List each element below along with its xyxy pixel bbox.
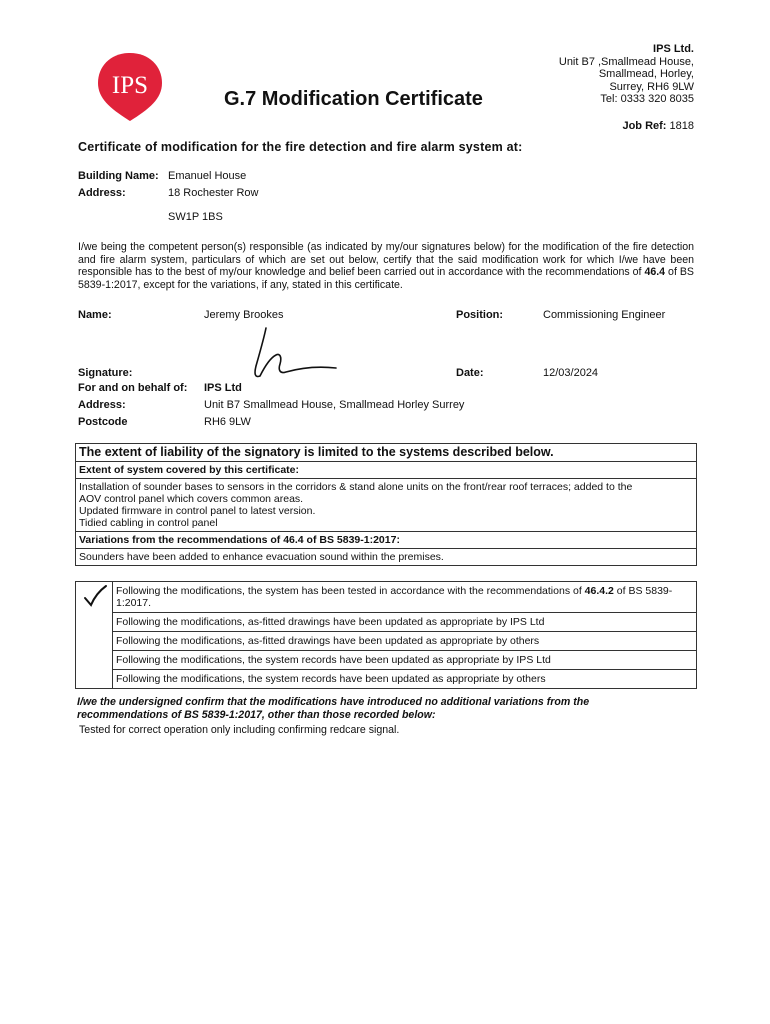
checklist-rows xyxy=(113,582,696,688)
system-line: Tidied cabling in control panel xyxy=(79,517,218,529)
site-address-label: Address: xyxy=(78,187,126,199)
behalf-value: IPS Ltd xyxy=(204,382,242,394)
site-address-line2: SW1P 1BS xyxy=(168,211,223,223)
checkmark-icon xyxy=(82,584,108,610)
extent-box xyxy=(75,443,697,566)
company-address-line: Smallmead, Horley, xyxy=(598,68,694,81)
date-value: 12/03/2024 xyxy=(543,367,599,379)
building-name-value: Emanuel House xyxy=(168,170,247,182)
variations-label: Variations from the recommendations of 46.4 of BS 5839-1:2017: xyxy=(76,532,696,549)
declaration-paragraph xyxy=(78,241,694,291)
signatory-address-label: Address: xyxy=(78,399,126,411)
name-label: Name: xyxy=(78,309,112,321)
checklist-item: Following the modifications, as-fitted drawings have been updated as appropriate by IPS Ltd xyxy=(113,613,696,632)
declaration-text-end: of BS 5839-1:2017, except for the variations, if any, stated in this certificate. xyxy=(78,266,694,291)
signature-label: Signature: xyxy=(78,367,133,379)
confirmation-statement xyxy=(77,696,697,722)
checklist-text-end: of BS 5839-1:2017. xyxy=(116,585,673,609)
system-line: Updated firmware in control panel to latest version. xyxy=(79,505,316,517)
checklist-tick-column xyxy=(76,582,113,688)
declaration-text: I/we being the competent person(s) responsible (as indicated by my/our signatures below) for the modification of the fire detection and fire alarm system, particulars of which are set out below, certify that the said modification work for which I/we have been responsible has to the best of my/our knowledge and belief been carried out in accordance with the recommendations of xyxy=(78,241,694,279)
building-name-label: Building Name: xyxy=(78,170,159,182)
company-tel: Tel: 0333 320 8035 xyxy=(600,93,694,106)
behalf-label: For and on behalf of: xyxy=(78,382,188,394)
job-ref-value: 1818 xyxy=(669,120,694,132)
checklist-item: Following the modifications, as-fitted drawings have been updated as appropriate by others xyxy=(113,632,696,651)
confirmation-line: recommendations of BS 5839-1:2017, other than those recorded below: xyxy=(77,709,436,721)
job-ref xyxy=(622,120,694,132)
job-ref-label: Job Ref: xyxy=(622,120,667,132)
confirmation-line: I/we the undersigned confirm that the modifications have introduced no additional variations from the xyxy=(77,696,590,708)
extent-heading: The extent of liability of the signatory is limited to the systems described below. xyxy=(76,444,696,462)
company-name: IPS Ltd. xyxy=(653,43,694,55)
system-covered-value xyxy=(76,479,696,532)
system-line: AOV control panel which covers common areas. xyxy=(79,493,304,505)
system-line: Installation of sounder bases to sensors in the corridors & stand alone units on the front/rear roof terraces; added to the xyxy=(79,481,633,493)
confirmation-note: Tested for correct operation only including confirming redcare signal. xyxy=(79,724,400,736)
certificate-heading: Certificate of modification for the fire detection and fire alarm system at: xyxy=(78,140,523,154)
site-address-line1: 18 Rochester Row xyxy=(168,187,259,199)
date-label: Date: xyxy=(456,367,484,379)
checklist-clause: 46.4.2 xyxy=(584,585,614,597)
company-block xyxy=(559,43,694,106)
company-address-line: Surrey, RH6 9LW xyxy=(609,80,694,93)
position-label: Position: xyxy=(456,309,504,321)
checklist-item: Following the modifications, the system records have been updated as appropriate by others xyxy=(116,673,546,685)
checklist-box xyxy=(75,581,697,689)
postcode-value: RH6 9LW xyxy=(204,416,251,428)
checklist-item xyxy=(113,582,696,613)
name-value: Jeremy Brookes xyxy=(204,309,284,321)
system-covered-label: Extent of system covered by this certificate: xyxy=(76,462,696,479)
signatory-address-value: Unit B7 Smallmead House, Smallmead Horley Surrey xyxy=(204,399,465,411)
position-value: Commissioning Engineer xyxy=(543,309,666,321)
ips-logo xyxy=(95,51,165,123)
postcode-label: Postcode xyxy=(78,416,128,428)
company-address-line: Unit B7 ,Smallmead House, xyxy=(558,55,694,68)
signature-image xyxy=(200,322,340,384)
document-title: G.7 Modification Certificate xyxy=(224,88,483,110)
logo-text: IPS xyxy=(111,72,149,99)
checklist-item: Following the modifications, the system records have been updated as appropriate by IPS Ltd xyxy=(113,651,696,670)
variations-value: Sounders have been added to enhance evacuation sound within the premises. xyxy=(79,551,444,563)
checklist-text: Following the modifications, the system has been tested in accordance with the recommendations of xyxy=(116,585,585,597)
declaration-clause: 46.4 xyxy=(644,266,666,279)
